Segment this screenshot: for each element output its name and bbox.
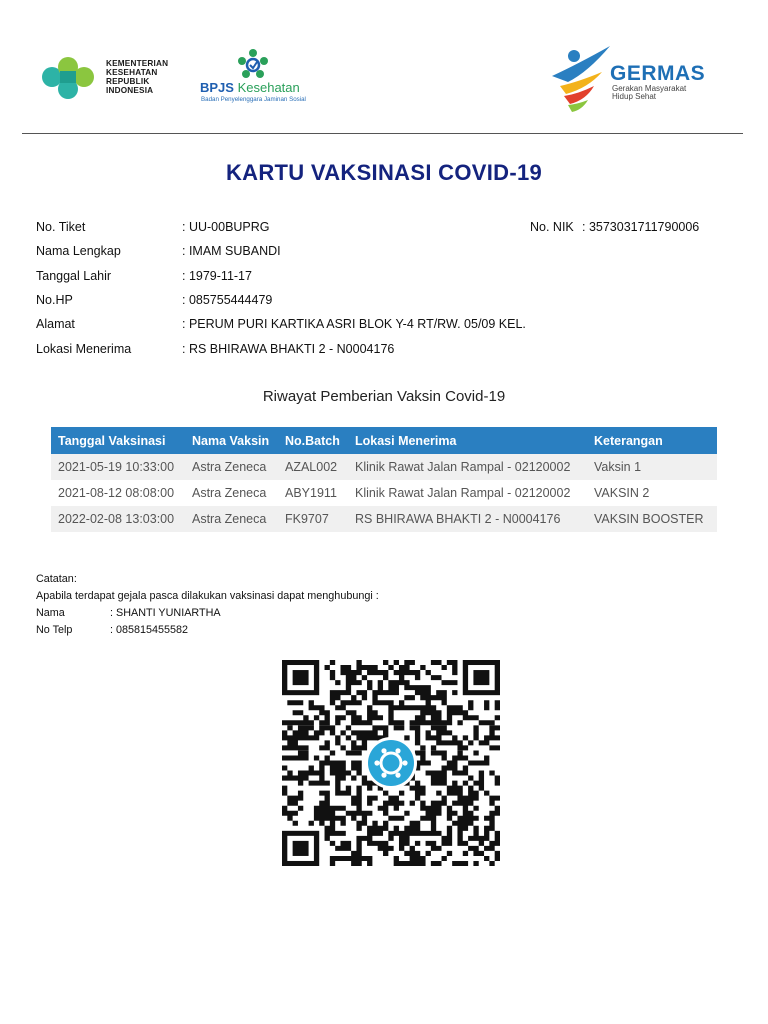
qr-finder-pattern bbox=[282, 660, 319, 695]
card-title: KARTU VAKSINASI COVID-19 bbox=[225, 160, 543, 185]
table-cell: FK9707 bbox=[278, 506, 348, 532]
column-header: Keterangan bbox=[587, 427, 717, 454]
table-row bbox=[51, 480, 717, 506]
bpjs-tagline: Badan Penyelenggara Jaminan Sosial bbox=[201, 96, 306, 103]
column-header: Lokasi Menerima bbox=[348, 427, 587, 454]
phone-label: No.HP bbox=[36, 293, 73, 307]
dob-label: Tanggal Lahir bbox=[36, 269, 112, 283]
location-value: : RS BHIRAWA BHAKTI 2 - N0004176 bbox=[182, 342, 395, 356]
location-label: Lokasi Menerima bbox=[36, 342, 132, 356]
phone-value: : 085755444479 bbox=[182, 293, 273, 307]
contact-phone-value: : 085815455582 bbox=[110, 624, 189, 636]
table-cell: Klinik Rawat Jalan Rampal - 02120002 bbox=[348, 480, 587, 506]
germas-tagline: Gerakan Masyarakat Hidup Sehat bbox=[612, 84, 687, 101]
phone-row bbox=[36, 293, 736, 311]
nik-value: : 3573031711790006 bbox=[582, 220, 700, 234]
vaccination-history-table bbox=[51, 427, 717, 532]
table-cell: VAKSIN 2 bbox=[587, 480, 717, 506]
qr-finder-pattern bbox=[463, 660, 500, 695]
table-cell: Astra Zeneca bbox=[185, 480, 278, 506]
contact-name-value: : SHANTI YUNIARTHA bbox=[110, 607, 221, 619]
address-value: : PERUM PURI KARTIKA ASRI BLOK Y-4 RT/RW. 05/09 KEL. bbox=[182, 317, 526, 331]
table-cell: VAKSIN BOOSTER bbox=[587, 506, 717, 532]
bpjs-logo bbox=[198, 48, 318, 108]
kemenkes-cross-icon bbox=[38, 55, 98, 103]
qr-finder-pattern bbox=[282, 831, 319, 866]
table-row bbox=[51, 454, 717, 480]
table-cell: 2021-05-19 10:33:00 bbox=[51, 454, 185, 480]
history-title: Riwayat Pemberian Vaksin Covid-19 bbox=[262, 388, 506, 405]
name-value: : IMAM SUBANDI bbox=[182, 244, 281, 258]
name-label: Nama Lengkap bbox=[36, 244, 121, 258]
bpjs-wordmark: BPJS Kesehatan bbox=[200, 80, 300, 95]
kemenkes-logo bbox=[38, 55, 188, 103]
column-header: No.Batch bbox=[278, 427, 348, 454]
location-row bbox=[36, 342, 736, 360]
document-header bbox=[0, 0, 768, 134]
notes-heading: Catatan: bbox=[36, 573, 77, 585]
germas-logo bbox=[548, 42, 718, 114]
header-divider bbox=[22, 133, 743, 134]
name-row bbox=[36, 244, 736, 262]
column-header: Tanggal Vaksinasi bbox=[51, 427, 185, 454]
qr-code-icon bbox=[282, 660, 500, 866]
table-cell: RS BHIRAWA BHAKTI 2 - N0004176 bbox=[348, 506, 587, 532]
germas-wordmark: GERMAS bbox=[610, 62, 706, 85]
notes-text: Apabila terdapat gejala pasca dilakukan vaksinasi dapat menghubungi : bbox=[36, 590, 379, 602]
table-cell: Klinik Rawat Jalan Rampal - 02120002 bbox=[348, 454, 587, 480]
table-cell: AZAL002 bbox=[278, 454, 348, 480]
dob-value: : 1979-11-17 bbox=[182, 269, 252, 283]
table-cell: Astra Zeneca bbox=[185, 454, 278, 480]
table-cell: ABY1911 bbox=[278, 480, 348, 506]
bpjs-emblem-icon bbox=[236, 48, 270, 80]
table-header-row bbox=[51, 427, 717, 454]
kemenkes-wordmark: KEMENTERIAN KESEHATAN REPUBLIK INDONESIA bbox=[106, 59, 169, 95]
table-cell: Astra Zeneca bbox=[185, 506, 278, 532]
address-label: Alamat bbox=[36, 317, 75, 331]
address-row bbox=[36, 317, 736, 335]
ticket-row bbox=[36, 220, 736, 238]
column-header: Nama Vaksin bbox=[185, 427, 278, 454]
contact-name-label: Nama bbox=[36, 607, 65, 619]
dob-row bbox=[36, 269, 736, 287]
nik-label: No. NIK bbox=[530, 220, 574, 234]
ticket-value: : UU-00BUPRG bbox=[182, 220, 270, 234]
contact-phone-label: No Telp bbox=[36, 624, 73, 636]
table-cell: 2021-08-12 08:08:00 bbox=[51, 480, 185, 506]
germas-figure-icon bbox=[548, 42, 616, 114]
table-cell: 2022-02-08 13:03:00 bbox=[51, 506, 185, 532]
table-row bbox=[51, 506, 717, 532]
table-cell: Vaksin 1 bbox=[587, 454, 717, 480]
ticket-label: No. Tiket bbox=[36, 220, 86, 234]
